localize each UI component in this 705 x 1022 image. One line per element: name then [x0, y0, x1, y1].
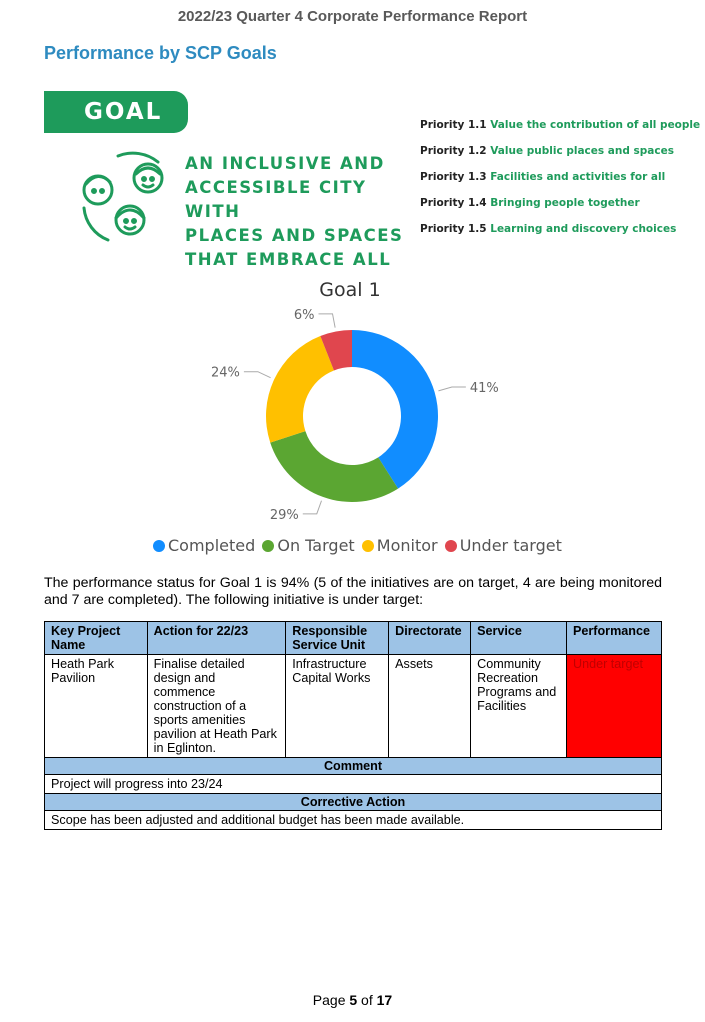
column-header: Service [471, 622, 567, 655]
priority-label: Priority 1.5 [420, 223, 487, 235]
comment-cell: Project will progress into 23/24 [45, 775, 662, 794]
comment-header-row [45, 758, 662, 775]
legend-dot [362, 540, 374, 552]
legend-dot [445, 540, 457, 552]
priority-item [420, 223, 676, 235]
page-number: 5 [349, 992, 358, 1008]
data-label: 6% [293, 307, 315, 323]
leader-line [303, 501, 322, 514]
data-label: 41% [469, 380, 499, 396]
tagline-line: THAT EMBRACE ALL [185, 250, 392, 269]
directorate-cell: Assets [389, 655, 471, 758]
legend-item-on-target [262, 536, 354, 555]
chart-legend [153, 536, 564, 555]
legend-label: Completed [168, 536, 256, 555]
legend-item-under-target [445, 536, 562, 555]
data-label: 24% [210, 365, 240, 381]
column-header: Action for 22/23 [147, 622, 286, 655]
priority-text: Facilities and activities for all [490, 171, 666, 183]
action-cell: Finalise detailed design and commence construction of a sports amenities pavilion at Heath Park in Eglinton. [147, 655, 286, 758]
legend-item-monitor [362, 536, 438, 555]
data-label: 29% [269, 507, 299, 523]
priority-label: Priority 1.2 [420, 145, 487, 157]
footer-prefix: Page [312, 992, 350, 1008]
leader-line [244, 372, 271, 378]
priority-label: Priority 1.1 [420, 119, 487, 131]
priority-label: Priority 1.3 [420, 171, 487, 183]
legend-label: On Target [277, 536, 355, 555]
tagline-line: ACCESSIBLE CITY WITH [185, 178, 367, 221]
legend-label: Monitor [376, 536, 438, 555]
initiative-table [44, 621, 662, 830]
corrective-action-cell: Scope has been adjusted and additional budget has been made available. [45, 811, 662, 830]
donut-slice-on-target [270, 431, 398, 502]
column-header: Performance [566, 622, 661, 655]
legend-label: Under target [459, 536, 562, 555]
footer-of: of [357, 992, 377, 1008]
priority-label: Priority 1.4 [420, 197, 487, 209]
performance-summary: The performance status for Goal 1 is 94% (5 of the initiatives are on target, 4 are being monitored and 7 are completed). The following initiative is under target: [44, 575, 662, 608]
legend-dot [262, 540, 274, 552]
priority-item [420, 171, 665, 183]
goal-donut-chart [150, 272, 550, 527]
leader-line [438, 387, 465, 391]
priority-text: Learning and discovery choices [490, 223, 677, 235]
corrective-row [45, 811, 662, 830]
tagline-line: PLACES AND SPACES [185, 226, 404, 245]
people-faces-icon [78, 148, 168, 244]
comment-row [45, 775, 662, 794]
corrective-action-header: Corrective Action [45, 794, 662, 811]
column-header: Key Project Name [45, 622, 148, 655]
section-title: Performance by SCP Goals [44, 43, 277, 63]
donut-slice-monitor [266, 336, 334, 443]
leader-line [319, 314, 336, 328]
priority-item [420, 119, 700, 131]
column-header: Responsible Service Unit [286, 622, 389, 655]
legend-dot [153, 540, 165, 552]
priority-text: Value public places and spaces [490, 145, 674, 157]
goal-tagline [185, 152, 425, 272]
legend-item-completed [153, 536, 255, 555]
service-unit-cell: Infrastructure Capital Works [286, 655, 389, 758]
column-header: Directorate [389, 622, 471, 655]
priority-text: Bringing people together [490, 197, 640, 209]
priority-text: Value the contribution of all people [490, 119, 701, 131]
page-footer [0, 992, 705, 1008]
comment-header: Comment [45, 758, 662, 775]
tagline-line: AN INCLUSIVE AND [185, 154, 385, 173]
priority-item [420, 197, 640, 209]
report-header: 2022/23 Quarter 4 Corporate Performance Report [177, 8, 528, 25]
service-cell: Community Recreation Programs and Facilities [471, 655, 567, 758]
chart-title: Goal 1 [319, 279, 381, 301]
priority-item [420, 145, 674, 157]
page-total: 17 [376, 992, 393, 1008]
table-row [45, 655, 662, 758]
performance-status-badge: Under target [566, 655, 661, 758]
project-name-cell: Heath Park Pavilion [45, 655, 148, 758]
corrective-header-row [45, 794, 662, 811]
goal-banner: GOAL 1 [44, 91, 188, 133]
table-header-row [45, 622, 662, 655]
